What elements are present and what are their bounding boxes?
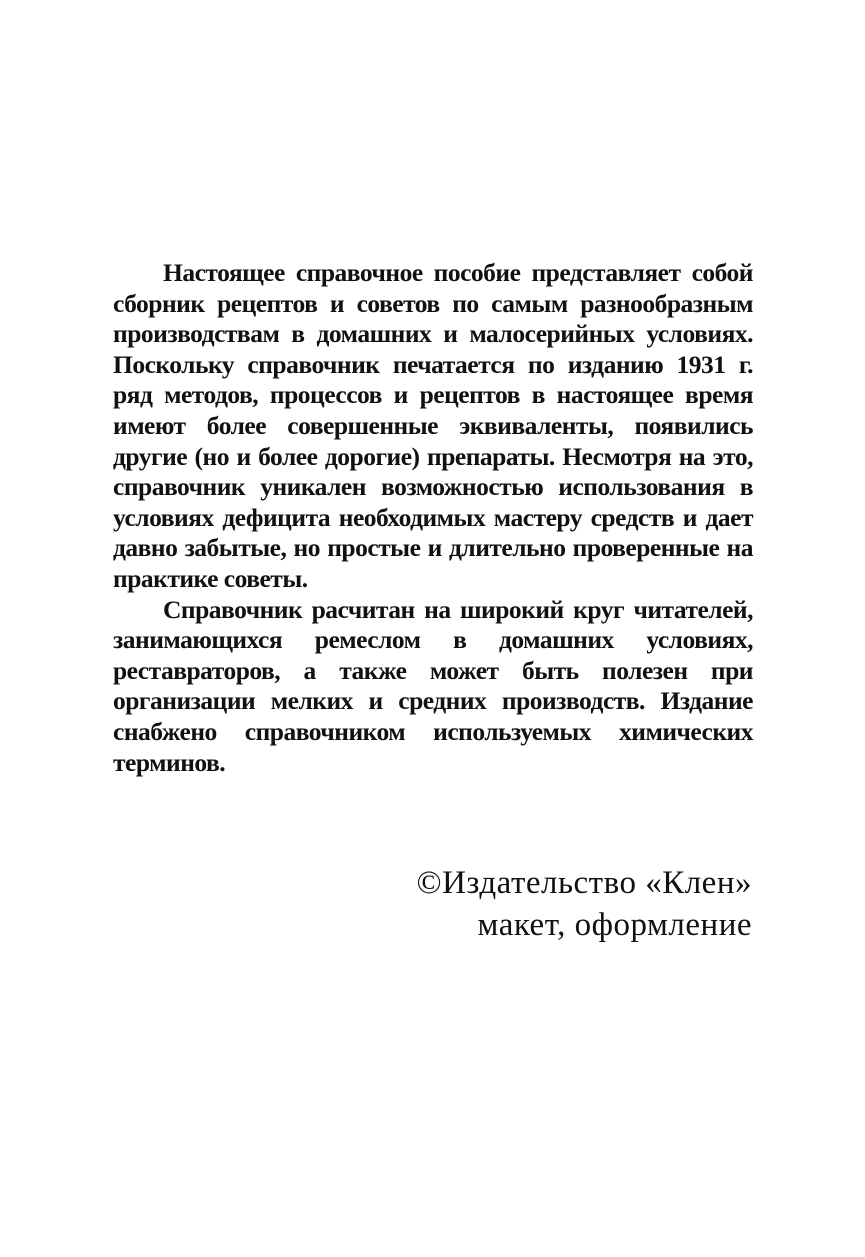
abstract-text-block (113, 258, 753, 778)
copyright-design-note: макет, оформление (477, 907, 752, 943)
copyright-publisher: ©Издательство «Клен» (416, 865, 752, 901)
abstract-paragraph-1: Настоящее справочное пособие представляет собой сборник рецептов и советов по самым разнообразным производствам в домашних и малосерийных условиях. Поскольку справочник печатается по изданию 1931 г. ряд методов, процессов и рецептов в настоящее время имеют более совершенные эквиваленты, появились другие (но и более дорогие) препараты. Несмотря на это, справочник уникален возможностью использования в условиях дефицита необходимых мастеру средств и дает давно забытые, но простые и длительно проверенные на практике советы. (113, 258, 753, 593)
abstract-paragraph-2: Справочник расчитан на широкий круг читателей, занимающихся ремеслом в домашних условиях, реставраторов, а также может быть полезен при организации мелких и средних производств. Издание снабжено справочником используемых химических терминов. (113, 594, 753, 777)
copyright-block (417, 862, 752, 946)
